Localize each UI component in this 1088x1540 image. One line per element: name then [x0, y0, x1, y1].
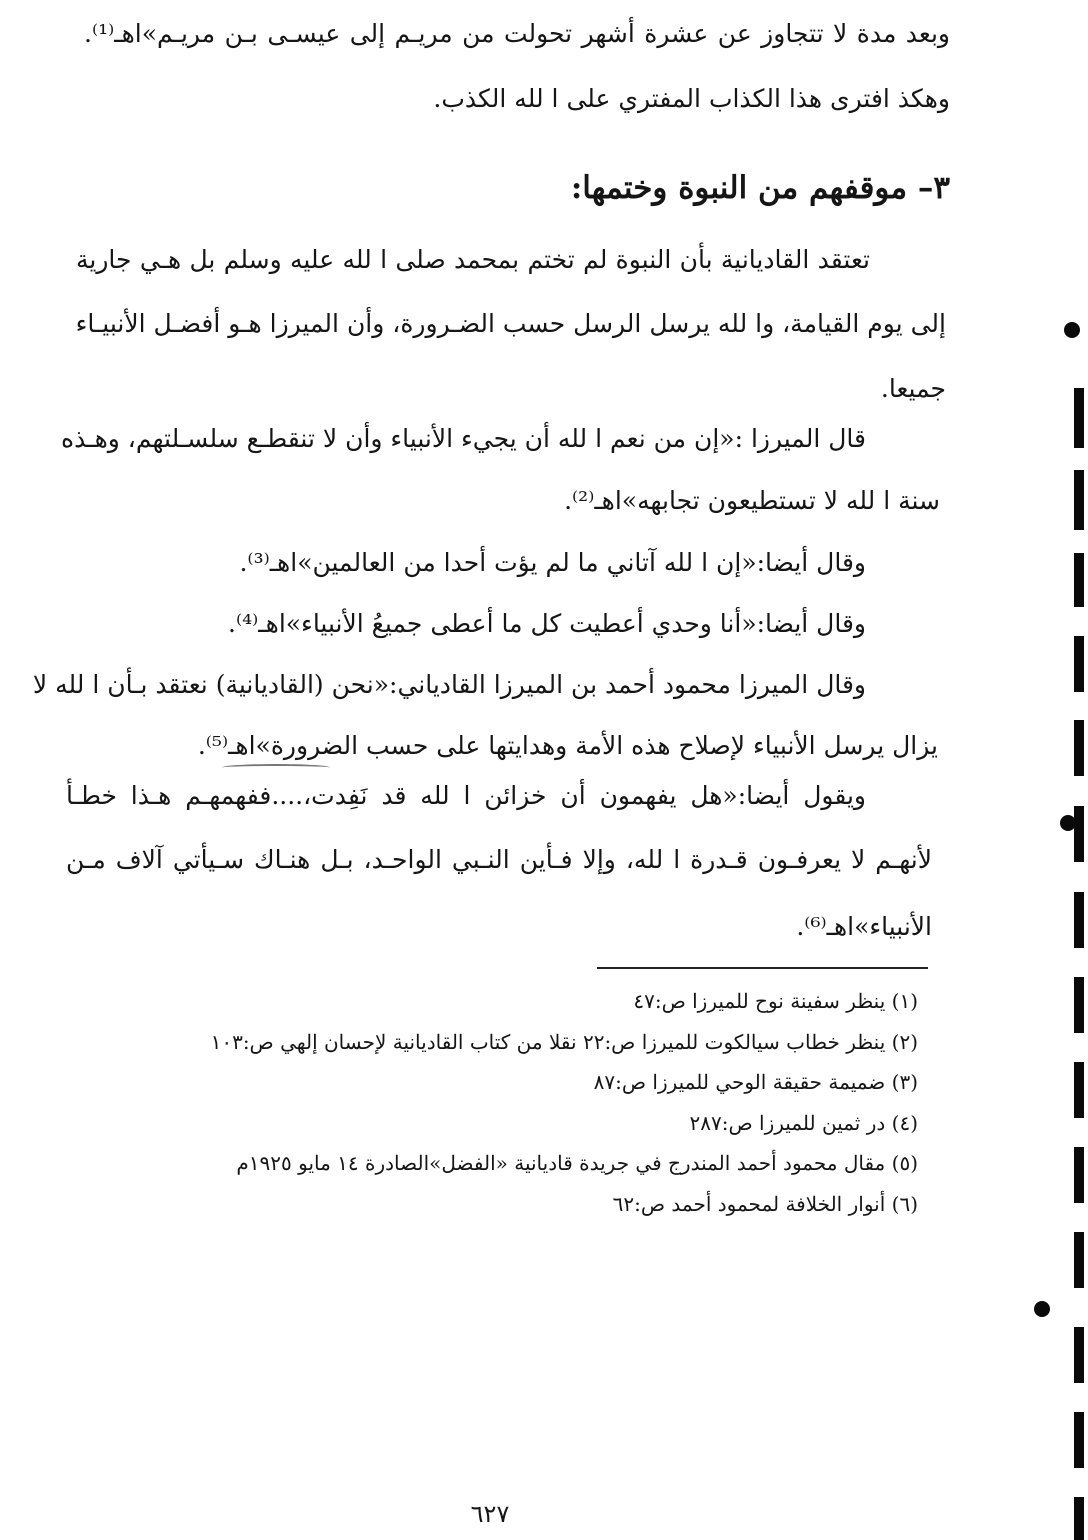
scan-margin-bar [1074, 1147, 1084, 1203]
body-line: إلى يوم القيامة، وا لله يرسل الرسل حسب الضـرورة، وأن الميرزا هـو أفضـل الأنبيـاء [75, 309, 946, 338]
body-line: قال الميرزا :«إن من نعم ا لله أن يجيء الأنبياء وأن لا تنقطـع سلسـلتهم، وهـذه [61, 424, 866, 453]
footnote: (٢) ينظر خطاب سيالكوت للميرزا ص:٢٢ نقلا من كتاب القاديانية لإحسان إلهي ص:١٠٣ [210, 1030, 918, 1054]
body-line: وقال الميرزا محمود أحمد بن الميرزا القادياني:«نحن (القاديانية) نعتقد بـأن ا لله لا [32, 670, 866, 699]
binding-hole-mark [1034, 1301, 1050, 1317]
scan-margin-bar [1074, 977, 1084, 1033]
scan-margin-bar [1074, 1412, 1084, 1468]
scan-margin-bar [1074, 1497, 1084, 1540]
scan-margin-bar [1074, 1232, 1084, 1288]
scan-margin-bar [1074, 470, 1084, 530]
page-number: ٦٢٧ [470, 1500, 510, 1528]
scan-margin-bar [1074, 388, 1084, 448]
section-heading: ٣– موقفهم من النبوة وختمها: [570, 170, 950, 206]
scan-margin-bar [1074, 892, 1084, 948]
scan-margin-bar [1074, 1327, 1084, 1383]
body-line: لأنهـم لا يعرفـون قـدرة ا لله، وإلا فـأين النـبي الواحـد، بـل هنـاك سـيأتي آلاف مـن [66, 845, 932, 874]
scan-margin-bar [1074, 636, 1084, 692]
body-line: تعتقد القاديانية بأن النبوة لم تختم بمحمد صلى ا لله عليه وسلم بل هـي جارية [76, 245, 870, 274]
footnote: (٣) ضميمة حقيقة الوحي للميرزا ص:٨٧ [593, 1070, 918, 1094]
scan-margin-bar [1074, 553, 1084, 607]
body-line: وقال أيضا:«إن ا لله آتاني ما لم يؤت أحدا من العالمين»اهـ⁽³⁾. [239, 548, 866, 577]
binding-hole-mark [1064, 322, 1080, 338]
body-line: ويقول أيضا:«هل يفهمون أن خزائن ا لله قد نَفِدت،....ففهمهـم هـذا خطـأ [66, 781, 866, 810]
footnote: (٦) أنوار الخلافة لمحمود أحمد ص:٦٢ [612, 1192, 918, 1216]
scan-margin-bar [1074, 720, 1084, 776]
body-line: يزال يرسل الأنبياء لإصلاح هذه الأمة وهدايتها على حسب الضرورة»اهـ⁽⁵⁾. [197, 731, 938, 760]
footnote: (٥) مقال محمود أحمد المندرج في جريدة قاديانية «الفضل»الصادرة ١٤ مايو ١٩٢٥م [236, 1151, 918, 1175]
scan-margin-bar [1074, 1062, 1084, 1118]
body-line: جميعا. [880, 374, 946, 403]
body-line: وقال أيضا:«أنا وحدي أعطيت كل ما أعطى جميعُ الأنبياء»اهـ⁽⁴⁾. [228, 609, 866, 638]
body-line: وهكذ افترى هذا الكذاب المفتري على ا لله الكذب. [433, 84, 950, 113]
body-line: وبعد مدة لا تتجاوز عن عشرة أشهر تحولت من مريـم إلى عيسـى بـن مريـم»اهـ⁽¹⁾. [84, 19, 950, 48]
pencil-underline-mark [222, 764, 330, 771]
body-line: سنة ا لله لا تستطيعون تجابهه»اهـ⁽²⁾. [564, 486, 940, 515]
scan-margin-bar [1074, 806, 1084, 862]
body-line: الأنبياء»اهـ⁽⁶⁾. [796, 912, 932, 941]
footnote: (٤) در ثمين للميرزا ص:٢٨٧ [689, 1111, 918, 1135]
footnote: (١) ينظر سفينة نوح للميرزا ص:٤٧ [633, 989, 918, 1013]
footnote-separator [597, 967, 928, 969]
